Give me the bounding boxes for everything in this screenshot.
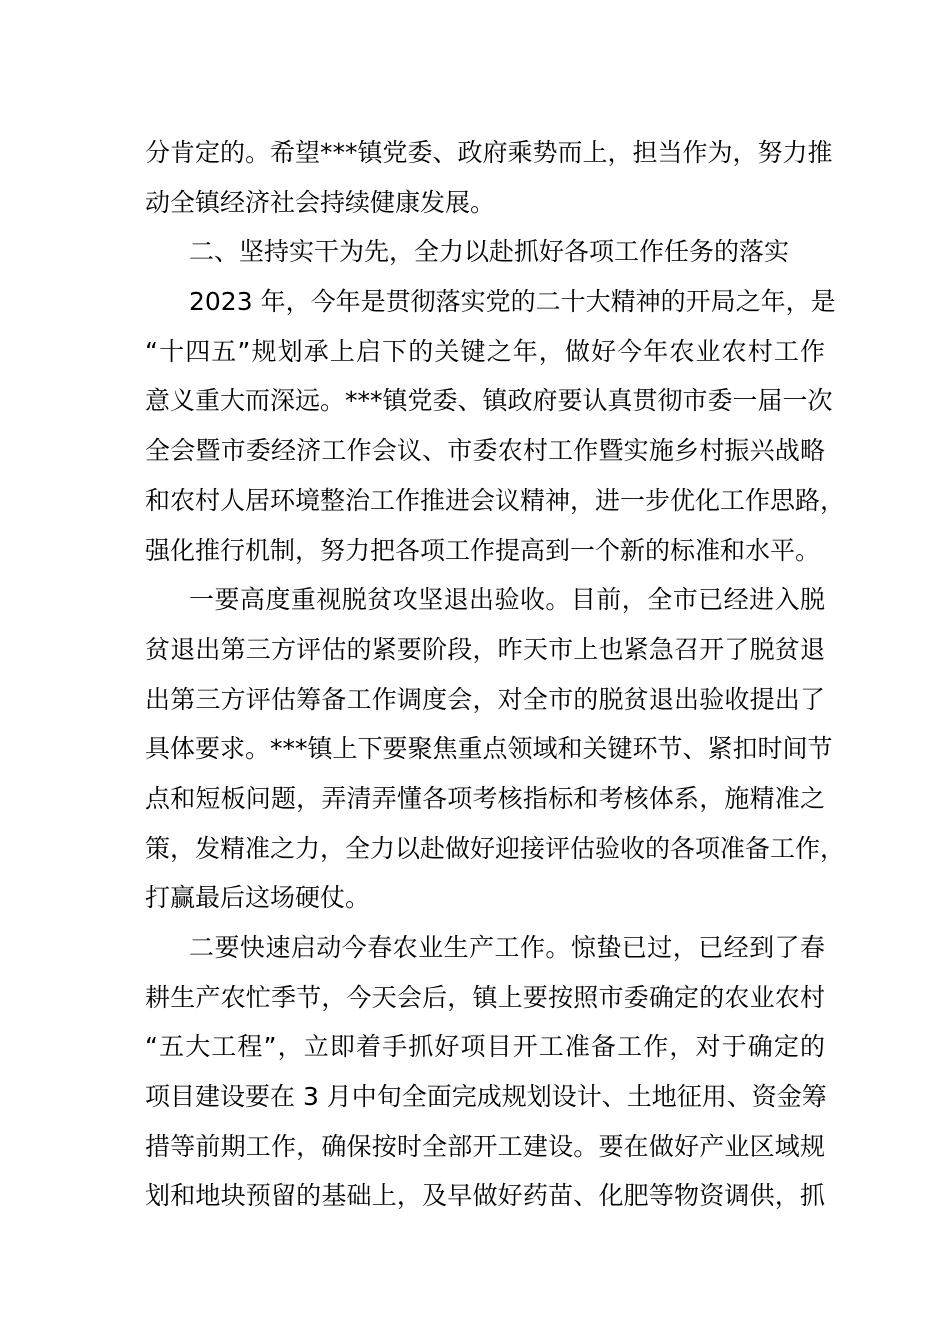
paragraph-line: 点和短板问题，弄清弄懂各项考核指标和考核体系，施精准之 [145, 783, 825, 813]
paragraph-line: “十四五”规划承上启下的关键之年，做好今年农业农村工作 [145, 336, 825, 366]
paragraph-line: 意义重大而深远。***镇党委、镇政府要认真贯彻市委一届一次 [145, 386, 833, 416]
paragraph-line: 划和地块预留的基础上，及早做好药苗、化肥等物资调供，抓 [145, 1181, 825, 1211]
paragraph-line: 2023 年，今年是贯彻落实党的二十大精神的开局之年，是 [189, 287, 836, 317]
paragraph-line: 全会暨市委经济工作会议、市委农村工作暨实施乡村振兴战略 [145, 436, 825, 466]
paragraph-line: 和农村人居环境整治工作推进会议精神，进一步优化工作思路， [145, 485, 846, 515]
paragraph-line: 策，发精准之力，全力以赴做好迎接评估验收的各项准备工作， [145, 833, 846, 863]
paragraph-line: “五大工程”，立即着手抓好项目开工准备工作，对于确定的 [145, 1032, 825, 1062]
paragraph-line: 项目建设要在 3 月中旬全面完成规划设计、土地征用、资金筹 [145, 1082, 827, 1112]
paragraph-line: 贫退出第三方评估的紧要阶段，昨天市上也紧急召开了脱贫退 [145, 634, 825, 664]
paragraph-line: 强化推行机制，努力把各项工作提高到一个新的标准和水平。 [145, 535, 821, 565]
section-heading: 二、坚持实干为先，全力以赴抓好各项工作任务的落实 [189, 237, 790, 267]
paragraph-line: 打赢最后这场硬仗。 [145, 883, 371, 913]
paragraph-line: 出第三方评估筹备工作调度会，对全市的脱贫退出验收提出了 [145, 684, 825, 714]
paragraph-line: 二要快速启动今春农业生产工作。惊蛰已过，已经到了春 [189, 933, 825, 962]
document-body [145, 128, 846, 1221]
paragraph-line: 耕生产农忙季节，今天会后，镇上要按照市委确定的农业农村 [145, 982, 825, 1012]
paragraph-line: 一要高度重视脱贫攻坚退出验收。目前，全市已经进入脱 [189, 585, 825, 615]
paragraph-line: 分肯定的。希望***镇党委、政府乘势而上，担当作为，努力推 [145, 138, 833, 167]
paragraph-line: 具体要求。***镇上下要聚焦重点领域和关键环节、紧扣时间节 [145, 734, 833, 764]
paragraph-line: 措等前期工作，确保按时全部开工建设。要在做好产业区域规 [145, 1131, 825, 1161]
paragraph-line: 动全镇经济社会持续健康发展。 [145, 187, 496, 217]
